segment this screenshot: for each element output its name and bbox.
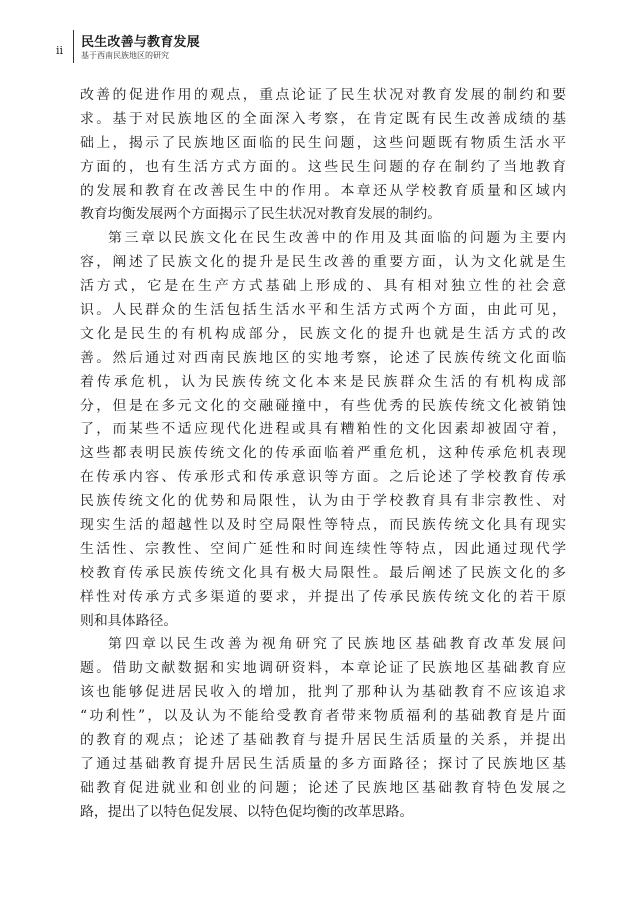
text-line: 了通过基础教育提升居民生活质量的多方面路径；探讨了民族地区基 [80, 755, 566, 772]
body-text [80, 84, 566, 825]
text-line: 这些都表明民族传统文化的传承面临着严重危机，这种传承危机表现 [80, 445, 566, 462]
text-line: 的教育的观点；论述了基础教育与提升居民生活质量的关系，并提出 [80, 732, 566, 749]
text-line: 着传承危机，认为民族传统文化本来是民族群众生活的有机构成部 [80, 373, 566, 390]
text-line: 民族传统文化的优势和局限性，认为由于学校教育具有非宗教性、对 [80, 493, 566, 510]
text-line: 础上，揭示了民族地区面临的民生问题，这些问题既有物质生活水平 [80, 134, 566, 151]
text-line: 识。人民群众的生活包括生活水平和生活方式两个方面，由此可见， [80, 302, 566, 319]
text-line: 校教育传承民族传统文化具有极大局限性。最后阐述了民族文化的多 [80, 564, 566, 581]
text-line: 的发展和教育在改善民生中的作用。本章还从学校教育质量和区域内 [80, 182, 566, 199]
header-divider [73, 30, 74, 63]
text-line: 求。基于对民族地区的全面深入考察，在肯定既有民生改善成绩的基 [80, 110, 566, 127]
text-line: 容，阐述了民族文化的提升是民生改善的重要方面，认为文化就是生 [80, 254, 566, 271]
text-line: 第三章以民族文化在民生改善中的作用及其面临的问题为主要内 [108, 230, 566, 247]
text-line: 善。然后通过对西南民族地区的实地考察，论述了民族传统文化面临 [80, 349, 566, 366]
text-line: 生活性、宗教性、空间广延性和时间连续性等特点，因此通过现代学 [80, 540, 566, 557]
text-line: 第四章以民生改善为视角研究了民族地区基础教育改革发展问 [108, 636, 566, 653]
text-line: 方面的，也有生活方式方面的。这些民生问题的存在制约了当地教育 [80, 158, 566, 175]
text-line: 样性对传承方式多渠道的要求，并提出了传承民族传统文化的若干原 [80, 588, 566, 605]
text-line: 题。借助文献数据和实地调研资料，本章论证了民族地区基础教育应 [80, 660, 566, 677]
text-line: 教育均衡发展两个方面揭示了民生状况对教育发展的制约。 [80, 206, 442, 223]
text-line: 文化是民生的有机构成部分，民族文化的提升也就是生活方式的改 [80, 325, 566, 342]
text-line: 改善的促进作用的观点，重点论证了民生状况对教育发展的制约和要 [80, 87, 566, 103]
text-line: 了，而某些不适应现代化进程或具有糟粕性的文化因素却被固守着， [80, 421, 566, 438]
text-line: 该也能够促进居民收入的增加，批判了那种认为基础教育不应该追求 [80, 684, 566, 701]
text-line: 现实生活的超越性以及时空局限性等特点，而民族传统文化具有现实 [80, 517, 566, 534]
text-line: 路，提出了以特色促发展、以特色促均衡的改革思路。 [80, 803, 414, 820]
text-line: 在传承内容、传承形式和传承意识等方面。之后论述了学校教育传承 [80, 469, 566, 486]
text-line: 础教育促进就业和创业的问题；论述了民族地区基础教育特色发展之 [80, 779, 566, 796]
text-line: 则和具体路径。 [80, 612, 178, 629]
book-subtitle: 基于西南民族地区的研究 [81, 51, 169, 60]
text-line: 分，但是在多元文化的交融碰撞中，有些优秀的民族传统文化被销蚀 [80, 397, 566, 414]
page-number: ii [56, 44, 64, 57]
text-line: 活方式，它是在生产方式基础上形成的、具有相对独立性的社会意 [80, 278, 566, 295]
text-line: “功利性”，以及认为不能给受教育者带来物质福利的基础教育是片面 [80, 708, 566, 725]
book-title: 民生改善与教育发展 [81, 35, 200, 50]
